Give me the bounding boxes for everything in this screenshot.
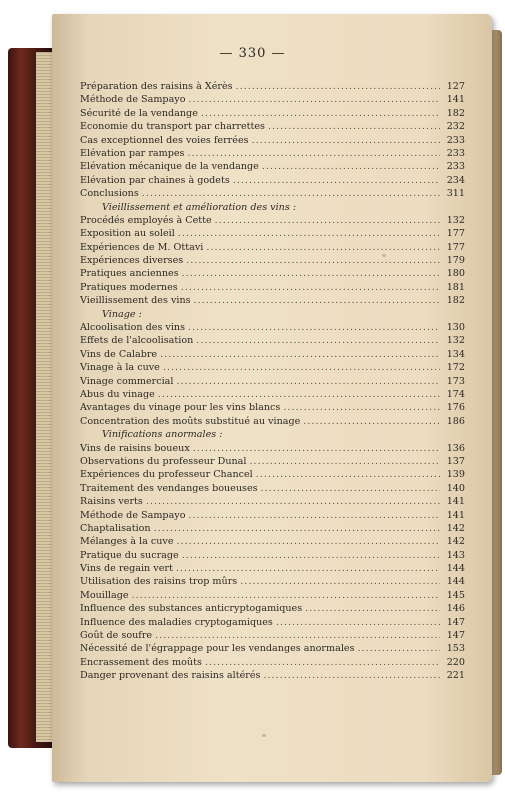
toc-entry — [80, 562, 465, 575]
toc-entry-page: 234 — [446, 174, 465, 186]
dot-leader — [262, 160, 440, 173]
toc-entry-title: Pratiques anciennes — [80, 268, 179, 280]
toc-entry-title: Observations du professeur Dunal — [80, 455, 247, 467]
toc-entry-page: 311 — [446, 188, 465, 200]
toc-entry — [80, 388, 465, 401]
toc-entry-page: 174 — [446, 388, 465, 400]
toc-entry-page: 132 — [446, 335, 465, 347]
toc-entry — [80, 267, 465, 280]
toc-entry-title: Nécessité de l'égrappage pour les vendanges anormales — [80, 643, 355, 655]
toc-entry-page: 181 — [446, 281, 465, 293]
dot-leader — [187, 147, 440, 160]
toc-entry-title: Encrassement des moûts — [80, 656, 202, 668]
dot-leader — [154, 522, 440, 535]
toc-entry-page: 233 — [446, 161, 465, 173]
toc-entry — [80, 361, 465, 374]
toc-entry-title: Avantages du vinage pour les vins blancs — [80, 402, 281, 414]
toc-entry-title: Vieillissement des vins — [80, 295, 191, 307]
toc-entry-page: 134 — [446, 348, 465, 360]
toc-entry-title: Exposition au soleil — [80, 228, 175, 240]
toc-entry-title: Vinage à la cuve — [80, 362, 160, 374]
toc-entry-page: 144 — [446, 563, 465, 575]
toc-entry — [80, 134, 465, 147]
toc-entry-page: 136 — [446, 442, 465, 454]
toc-entry-page: 182 — [446, 295, 465, 307]
toc-section-heading: Vinifications anormales : — [102, 429, 223, 441]
toc-entry-title: Pratique du sucrage — [80, 549, 179, 561]
toc-entry-page: 141 — [446, 496, 465, 508]
toc-entry-title: Chaptalisation — [80, 522, 151, 534]
toc-entry — [80, 281, 465, 294]
toc-entry — [80, 656, 465, 669]
toc-entry — [80, 375, 465, 388]
toc-entry-page: 177 — [446, 241, 465, 253]
toc-entry — [80, 495, 465, 508]
paper-spot — [262, 734, 266, 737]
toc-entry — [80, 629, 465, 642]
toc-entry-title: Abus du vinage — [80, 388, 155, 400]
toc-entry — [80, 334, 465, 347]
toc-entry-page: 140 — [446, 482, 465, 494]
toc-entry-page: 147 — [446, 616, 465, 628]
toc-entry — [80, 482, 465, 495]
toc-entry-title: Sécurité de la vendange — [80, 107, 198, 119]
toc-entry-title: Vins de raisins boueux — [80, 442, 190, 454]
toc-entry-page: 179 — [446, 255, 465, 267]
dot-leader — [188, 321, 440, 334]
page-number-header: — 330 — — [219, 46, 286, 61]
toc-entry-title: Vins de regain vert — [80, 563, 173, 575]
toc-entry-page: 145 — [446, 589, 465, 601]
toc-entry — [80, 522, 465, 535]
toc-entry-page: 173 — [446, 375, 465, 387]
toc-entry — [80, 401, 465, 414]
toc-entry-title: Elévation par chaines à godets — [80, 174, 230, 186]
toc-entry-title: Vins de Calabre — [80, 348, 158, 360]
dot-leader — [261, 482, 440, 495]
toc-entry-title: Conclusions — [80, 188, 139, 200]
dot-leader — [205, 656, 440, 669]
toc-entry — [80, 468, 465, 481]
toc-entry-title: Expériences du professeur Chancel — [80, 469, 253, 481]
dot-leader — [182, 549, 440, 562]
dot-leader — [240, 575, 440, 588]
dot-leader — [305, 602, 440, 615]
toc-entry — [80, 80, 465, 93]
toc-entry — [80, 669, 465, 682]
toc-entry-title: Traitement des vendanges boueuses — [80, 482, 258, 494]
toc-entry-title: Goût de soufre — [80, 630, 153, 642]
dot-leader — [215, 214, 440, 227]
dot-leader — [249, 455, 440, 468]
dot-leader — [252, 134, 440, 147]
toc-entry-title: Mouillage — [80, 589, 129, 601]
dot-leader — [233, 174, 440, 187]
dot-leader — [182, 267, 440, 280]
toc-entry — [80, 241, 465, 254]
toc-entry-page: 142 — [446, 536, 465, 548]
toc-entry-title: Effets de l'alcoolisation — [80, 335, 194, 347]
dot-leader — [163, 361, 440, 374]
dot-leader — [303, 415, 440, 428]
toc-entry-title: Danger provenant des raisins altérés — [80, 670, 261, 682]
toc-entry — [80, 120, 465, 133]
toc-entry-page: 127 — [446, 81, 465, 92]
toc-entry-title: Vinage commercial — [80, 375, 174, 387]
toc-entry-title: Elévation par rampes — [80, 147, 185, 159]
dot-leader — [178, 227, 440, 240]
toc-entry-page: 141 — [446, 509, 465, 521]
toc-entry-title: Utilisation des raisins trop mûrs — [80, 576, 238, 588]
toc-entry-page: 146 — [446, 603, 465, 615]
dot-leader — [268, 120, 440, 133]
dot-leader — [283, 401, 440, 414]
toc-entry-page: 132 — [446, 214, 465, 226]
toc-entry-page: 143 — [446, 549, 465, 561]
toc-entry — [80, 509, 465, 522]
dot-leader — [194, 294, 440, 307]
toc-entry — [80, 107, 465, 120]
toc-entry — [80, 415, 465, 428]
dot-leader — [263, 669, 440, 682]
toc-entry-title: Procédés employés à Cette — [80, 214, 212, 226]
toc-entry-page: 137 — [446, 455, 465, 467]
toc-entry — [80, 642, 465, 655]
toc-entry-title: Pratiques modernes — [80, 281, 178, 293]
toc-entry-title: Economie du transport par charrettes — [80, 121, 265, 133]
dot-leader — [158, 388, 440, 401]
toc-entry-title: Préparation des raisins à Xérès — [80, 81, 233, 92]
dot-leader — [193, 442, 440, 455]
toc-entry — [80, 93, 465, 106]
toc-entry-page: 233 — [446, 134, 465, 146]
dot-leader — [256, 468, 440, 481]
toc-entry-page: 177 — [446, 228, 465, 240]
toc-entry-page: 180 — [446, 268, 465, 280]
dot-leader — [186, 254, 440, 267]
toc-entry-page: 147 — [446, 630, 465, 642]
toc-entry-page: 186 — [446, 415, 465, 427]
toc-entry-page: 233 — [446, 147, 465, 159]
toc-entry-page: 221 — [446, 670, 465, 682]
toc-entry-title: Méthode de Sampayo — [80, 509, 186, 521]
toc-entry — [80, 254, 465, 267]
dot-leader — [206, 241, 440, 254]
toc-entry — [80, 616, 465, 629]
toc-entry-page: 153 — [446, 643, 465, 655]
dot-leader — [201, 107, 440, 120]
toc-entry-page: 139 — [446, 469, 465, 481]
toc-entry-title: Méthode de Sampayo — [80, 94, 186, 106]
dot-leader — [236, 80, 440, 93]
toc-entry — [80, 455, 465, 468]
toc-entry — [80, 294, 465, 307]
toc-entry-page: 144 — [446, 576, 465, 588]
toc-entry-title: Elévation mécanique de la vendange — [80, 161, 259, 173]
dot-leader — [177, 535, 440, 548]
dot-leader — [155, 629, 440, 642]
toc-entry — [80, 575, 465, 588]
toc-entry — [80, 187, 465, 200]
toc-entry-page: 232 — [446, 121, 465, 133]
toc-section-heading: Vinage : — [102, 308, 142, 320]
dot-leader — [176, 375, 440, 388]
dot-leader — [132, 589, 440, 602]
toc-entry-page: 182 — [446, 107, 465, 119]
toc-entry — [80, 147, 465, 160]
toc-entry-page: 176 — [446, 402, 465, 414]
dot-leader — [142, 187, 440, 200]
toc-entry — [80, 348, 465, 361]
dot-leader — [196, 334, 440, 347]
toc-entry — [80, 174, 465, 187]
toc-entry — [80, 442, 465, 455]
toc-entry-title: Influence des maladies cryptogamiques — [80, 616, 273, 628]
toc-entry-title: Concentration des moûts substitué au vinage — [80, 415, 301, 427]
toc-entry-page: 141 — [446, 94, 465, 106]
toc-entry — [80, 160, 465, 173]
toc-entry-title: Expériences de M. Ottavi — [80, 241, 204, 253]
toc-entry — [80, 549, 465, 562]
toc-entry-page: 142 — [446, 522, 465, 534]
dot-leader — [189, 93, 441, 106]
dot-leader — [176, 562, 440, 575]
toc-entry-page: 220 — [446, 656, 465, 668]
dot-leader — [189, 509, 441, 522]
toc-entry-title: Influence des substances anticryptogamiques — [80, 603, 303, 615]
dot-leader — [146, 495, 440, 508]
table-of-contents — [80, 80, 465, 683]
dot-leader — [181, 281, 440, 294]
toc-entry — [80, 321, 465, 334]
toc-entry-title: Alcoolisation des vins — [80, 322, 186, 334]
toc-section-heading: Vieillissement et amélioration des vins : — [102, 201, 297, 213]
toc-entry — [80, 589, 465, 602]
toc-entry — [80, 602, 465, 615]
toc-entry — [80, 214, 465, 227]
dot-leader — [276, 616, 440, 629]
dot-leader — [358, 642, 441, 655]
toc-entry-page: 172 — [446, 362, 465, 374]
toc-entry-page: 130 — [446, 322, 465, 334]
toc-entry-title: Cas exceptionnel des voies ferrées — [80, 134, 249, 146]
toc-entry — [80, 535, 465, 548]
toc-entry-title: Raisins verts — [80, 496, 143, 508]
toc-entry-title: Mélanges à la cuve — [80, 536, 174, 548]
toc-entry — [80, 227, 465, 240]
toc-entry-title: Expériences diverses — [80, 255, 184, 267]
dot-leader — [160, 348, 440, 361]
